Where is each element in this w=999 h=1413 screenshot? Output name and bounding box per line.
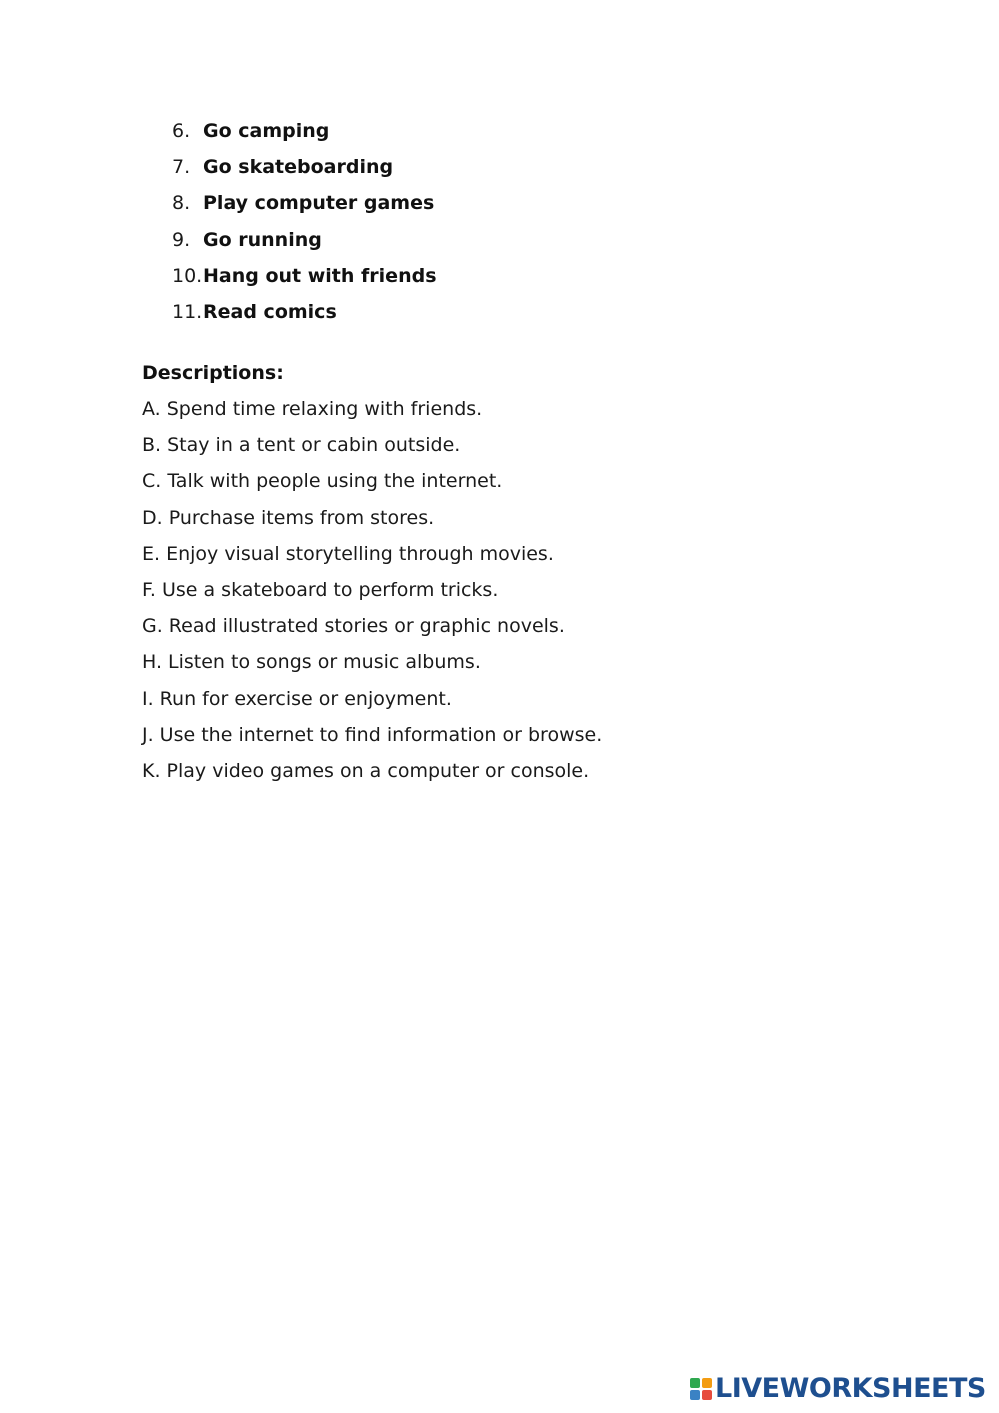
- liveworksheets-logo: [690, 1374, 986, 1404]
- description-item: K. Play video games on a computer or console.: [142, 759, 590, 782]
- list-item: [172, 261, 437, 297]
- item-number: 7.: [172, 156, 191, 179]
- list-item: [172, 297, 437, 333]
- description-item: I. Run for exercise or enjoyment.: [142, 687, 452, 710]
- description-list: [142, 394, 602, 792]
- item-number: 9.: [172, 228, 191, 251]
- brand-name: LIVEWORKSHEETS: [715, 1373, 986, 1404]
- activity-list: [172, 116, 437, 333]
- liveworksheets-logo-icon: [690, 1378, 712, 1400]
- list-item: [172, 116, 437, 152]
- list-item: [172, 152, 437, 188]
- descriptions-heading: Descriptions:: [142, 362, 284, 384]
- description-item: E. Enjoy visual storytelling through movies.: [142, 542, 554, 565]
- description-item: C. Talk with people using the internet.: [142, 470, 503, 493]
- activity-label: Hang out with friends: [203, 264, 437, 287]
- description-item: B. Stay in a tent or cabin outside.: [142, 434, 461, 457]
- description-item: D. Purchase items from stores.: [142, 506, 435, 529]
- description-item: G. Read illustrated stories or graphic novels.: [142, 615, 565, 638]
- item-number: 6.: [172, 120, 191, 142]
- list-item: [172, 225, 437, 261]
- list-item: [172, 188, 437, 224]
- description-item: J. Use the internet to find information or browse.: [142, 723, 603, 746]
- description-item: H. Listen to songs or music albums.: [142, 651, 481, 674]
- activity-label: Go camping: [203, 120, 330, 142]
- item-number: 10.: [172, 264, 203, 287]
- description-item: A. Spend time relaxing with friends.: [142, 398, 483, 420]
- activity-label: Read comics: [203, 300, 337, 323]
- activity-label: Play computer games: [203, 192, 435, 215]
- description-item: F. Use a skateboard to perform tricks.: [142, 578, 499, 601]
- item-number: 8.: [172, 192, 191, 215]
- activity-label: Go running: [203, 228, 322, 251]
- activity-label: Go skateboarding: [203, 156, 394, 179]
- item-number: 11.: [172, 300, 203, 323]
